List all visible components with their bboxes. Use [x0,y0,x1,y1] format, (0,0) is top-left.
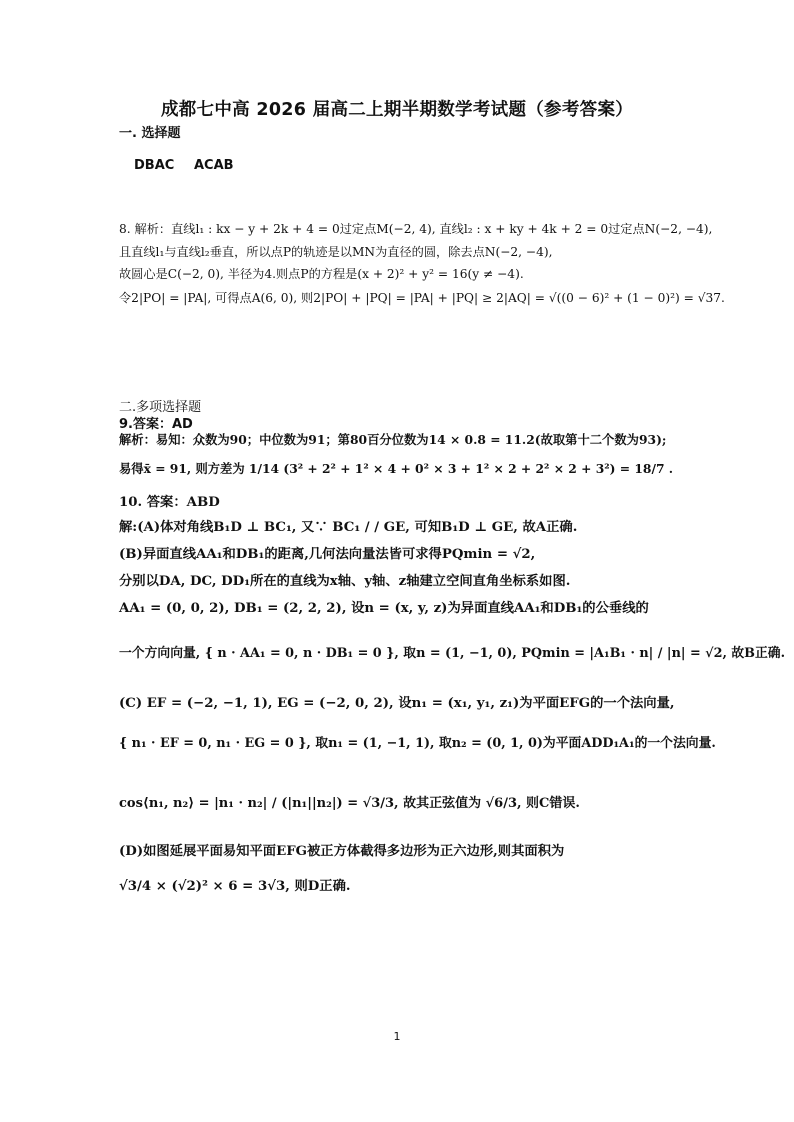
q10-line-c1: (C) EF = (−2, −1, 1), EG = (−2, 0, 2), 设n₁ = (x₁, y₁, z₁)为平面EFG的一个法向量, [119,696,675,711]
q10-line-b2: 分别以DA, DC, DD₁所在的直线为x轴、y轴、z轴建立空间直角坐标系如图. [119,574,571,589]
page-number: 1 [393,1030,401,1043]
q9-line-2: 易得x̄ = 91, 则方差为 1/14 (3² + 2² + 1² × 4 + 0² × 3 + 1² × 2 + 2² × 2 + 3²) = 18/7 . [119,461,674,476]
q10-line-b1: (B)异面直线AA₁和DB₁的距离,几何法向量法皆可求得PQmin = √2, [119,547,536,562]
section-2-heading: 二.多项选择题 [119,400,202,415]
choice-answers-1: DBAC [134,158,175,173]
q10-line-a: 解:(A)体对角线B₁D ⊥ BC₁, 又∵ BC₁ / / GE, 可知B₁D ⊥ GE, 故A正确. [119,520,578,535]
page-title: 成都七中高 2026 届高二上期半期数学考试题（参考答案） [160,100,634,120]
q10-line-d2: √3/4 × (√2)² × 6 = 3√3, 则D正确. [119,879,351,894]
q8-line-3: 故圆心是C(−2, 0), 半径为4.则点P的方程是(x + 2)² + y² = 16(y ≠ −4). [119,267,524,281]
q10-line-b4: 一个方向向量, { n · AA₁ = 0, n · DB₁ = 0 }, 取n = (1, −1, 0), PQmin = |A₁B₁ · n| / |n| = √2, 故B正确. [119,646,786,661]
q8-line-1: 8. 解析：直线l₁ : kx − y + 2k + 4 = 0过定点M(−2, 4), 直线l₂ : x + ky + 4k + 2 = 0过定点N(−2, −4), [119,222,713,236]
q8-line-4: 令2|PO| = |PA|, 可得点A(6, 0), 则2|PO| + |PQ| = |PA| + |PQ| ≥ 2|AQ| = √((0 − 6)² + (1 − 0)²) = √37. [119,291,725,305]
q10-line-b3: AA₁ = (0, 0, 2), DB₁ = (2, 2, 2), 设n = (x, y, z)为异面直线AA₁和DB₁的公垂线的 [119,601,649,616]
q10-line-d1: (D)如图延展平面易知平面EFG被正方体截得多边形为正六边形,则其面积为 [119,844,565,859]
section-1-heading: 一. 选择题 [119,126,181,141]
q10-line-c3: cos⟨n₁, n₂⟩ = |n₁ · n₂| / (|n₁||n₂|) = √3/3, 故其正弦值为 √6/3, 则C错误. [119,796,580,811]
choice-answers-2: ACAB [194,158,234,173]
q10-answer: 10. 答案：ABD [119,495,220,510]
q8-line-2: 且直线l₁与直线l₂垂直，所以点P的轨迹是以MN为直径的圆，除去点N(−2, −4), [119,245,553,259]
q9-answer: 9.答案：AD [119,417,193,432]
q9-line-1: 解析：易知：众数为90；中位数为91；第80百分位数为14 × 0.8 = 11.2(故取第十二个数为93); [119,432,667,447]
q10-line-c2: { n₁ · EF = 0, n₁ · EG = 0 }, 取n₁ = (1, −1, 1), 取n₂ = (0, 1, 0)为平面ADD₁A₁的一个法向量. [119,736,716,751]
